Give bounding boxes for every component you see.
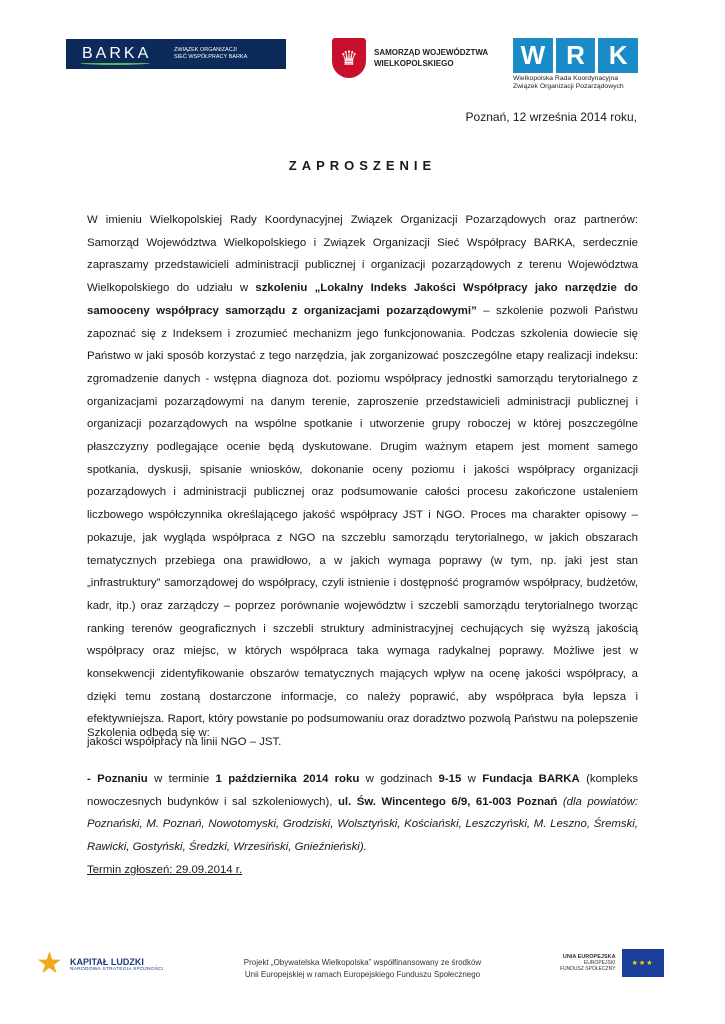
letter-main-paragraph xyxy=(87,209,638,754)
training-date: 1 października 2014 roku xyxy=(215,773,360,785)
eu-line2: EUROPEJSKI xyxy=(583,959,616,966)
barka-subtitle-line2: SIEĆ WSPÓŁPRACY BARKA xyxy=(174,54,248,60)
text-fragment: w terminie xyxy=(147,773,216,785)
samorzad-logo xyxy=(332,38,488,78)
wrk-logo xyxy=(513,38,638,91)
training-city: - Poznaniu xyxy=(87,773,148,785)
training-districts: (dla powiatów: Poznański, M. Poznań, Nowotomyski, Grodziski, Wolsztyński, Kościański, Leszczyński, M. Leszno, Śremski, Rawicki, Gostyński, Średzki, Wrzesiński, Gnieźnieński). xyxy=(87,795,638,854)
eu-title: UNIA EUROPEJSKA xyxy=(562,953,616,960)
barka-swoosh-icon xyxy=(80,61,150,65)
wrk-caption-line1: Wielkopolska Rada Koordynacyjna xyxy=(513,75,619,82)
training-hours: 9-15 xyxy=(438,773,462,785)
kl-title: KAPITAŁ LUDZKI xyxy=(70,956,144,967)
letter-date: Poznań, 12 września 2014 roku, xyxy=(465,110,637,124)
samorzad-line1: SAMORZĄD WOJEWÓDZTWA xyxy=(374,48,489,57)
samorzad-line2: WIELKOPOLSKIEGO xyxy=(374,59,454,68)
text-fragment: w xyxy=(461,773,483,785)
barka-wordmark: BARKA xyxy=(82,45,152,62)
kl-subtitle: NARODOWA STRATEGIA SPÓJNOŚCI xyxy=(70,966,164,972)
wrk-letter-w: W xyxy=(513,38,553,73)
barka-subtitle-line1: ZWIĄZEK ORGANIZACJI xyxy=(174,47,237,53)
letter-title: ZAPROSZENIE xyxy=(288,158,437,173)
text-fragment: (kompleks nowoczesnych budynków i sal szkoleniowych), xyxy=(87,773,638,808)
wrk-letter-k: K xyxy=(598,38,638,73)
barka-logo xyxy=(66,39,286,69)
trainings-intro: Szkolenia odbędą się w: xyxy=(87,727,210,739)
barka-subtitle xyxy=(174,47,247,61)
paragraph-text-b: – szkolenie pozwoli Państwu zapoznać się z Indeksem i zrozumieć mechanizm jego funkcjonowania. Podczas szkolenia dowiecie się Państwo w jaki sposób korzystać z tego narzędzia, jak zorganizować poszczególne etapy realizacji indeksu: zgromadzenie danych - wstępna diagnoza dot. poziomu współpracy jednostki samorządu terytorialnego z organizacjami pozarządowymi na danym terenie, zaproszenie przedstawicieli administracji publicznej i organizacji pozarządowych na wspólne spotkanie i utworzenie grupy roboczej w której poszczególne płaszczyzny podlegające ocenie będą dyskutowane. Drugim ważnym etapem jest moment samego spotkania, dyskusji, spisanie wniosków, dokonanie oceny poziomu i jakości współpracy organizacji pozarządowych i administracji publicznej oraz podsumowanie całości procesu zakończone ustaleniem liczbowego współczynnika określającego jakość współpracy JST i NGO. Proces ma charakter opisowy – pokazuje, jak wygląda współpraca z NGO na szczeblu samorządu terytorialnego, w jakich obszarach tematycznych przebiega ona prawidłowo, a w jakich wymaga poprawy (w tym, np. jaki jest stan „infrastruktury” samorządowej do współpracy, czyli istnienie i dostępność programów współpracy, budżetów, kadr, itp.) oraz zarządczy – poprzez porównanie województw i szczebli samorządu terytorialnego tworząc ranking terenów geograficznych i szczebli struktury administracyjnej cechujących się wyższą jakością współpracy oraz miejsc, w których współpraca taka wymaga radykalnej poprawy. Możliwe jest w konsekwencji zidentyfikowanie obszarów tematycznych mających wpływ na ocenę jakości współpracy, a dzięki temu zostaną dostarczone informacje, co należy poprawić, aby współpraca była lepsza i efektywniejsza. Raport, który powstanie po podsumowaniu oraz doradztwo pozwolą Państwu na polepszenie jakości współpracy na linii NGO – JST. xyxy=(87,304,639,749)
registration-deadline: Termin zgłoszeń: 29.09.2014 r. xyxy=(87,863,243,876)
training-address: ul. Św. Wincentego 6/9, 61-003 Poznań xyxy=(337,795,558,808)
training-venue: Fundacja BARKA xyxy=(482,773,580,785)
project-note-line1: Projekt „Obywatelska Wielkopolska” współfinansowany ze środków xyxy=(243,958,482,967)
wrk-caption-line2: Związek Organizacji Pozarządowych xyxy=(513,83,624,90)
star-icon: ★ xyxy=(36,947,63,980)
eu-line3: FUNDUSZ SPOŁECZNY xyxy=(560,966,616,972)
paragraph-text-a: W imieniu Wielkopolskiej Rady Koordynacyjnej Związek Organizacji Pozarządowych oraz partnerów: Samorząd Województwa Wielkopolskiego i Związek Organizacji Sieć Współpracy BARKA, serdecznie zapraszamy przedstawicieli administracji publicznej i organizacji pozarządowych z terenu Województwa Wielkopolskiego do udziału w xyxy=(87,214,638,295)
training-details xyxy=(87,768,638,882)
wrk-letter-r: R xyxy=(556,38,596,73)
project-note-line2: Unii Europejskiej w ramach Europejskiego Funduszu Społecznego xyxy=(244,970,481,979)
text-fragment: w godzinach xyxy=(359,773,439,785)
training-name: szkoleniu „Lokalny Indeks Jakości Współpracy jako narzędzie do samooceny współpracy samorządu z organizacjami pozarządowymi” xyxy=(87,282,638,317)
project-note xyxy=(215,957,510,981)
eu-logo xyxy=(560,949,664,977)
eagle-crest-icon: ♛ xyxy=(332,38,366,78)
kapital-ludzki-logo xyxy=(36,947,164,981)
eu-flag-icon: ★★★ xyxy=(622,949,664,977)
